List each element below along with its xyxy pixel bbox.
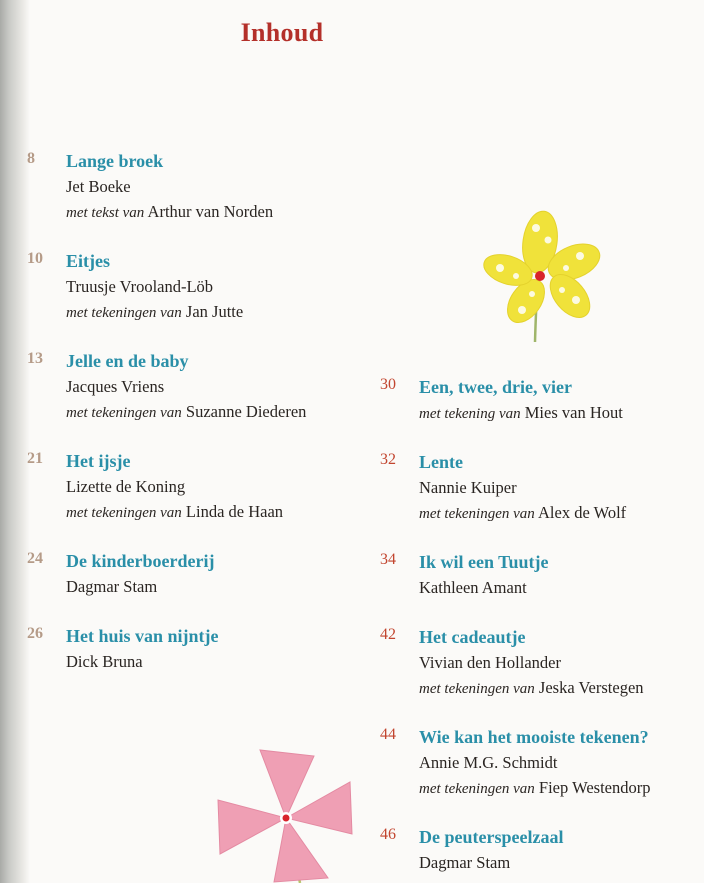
author: Annie M.G. Schmidt (419, 753, 558, 772)
toc-entry[interactable] (0, 149, 273, 226)
page-number: 8 (27, 150, 35, 167)
toc-entry[interactable] (0, 375, 623, 427)
credit-name: Mies van Hout (524, 403, 623, 422)
author: Dagmar Stam (419, 853, 511, 872)
credit-line (66, 199, 273, 226)
story-title: De peuterspeelzaal (419, 827, 564, 847)
story-title: Lente (419, 452, 463, 472)
credit-name: Linda de Haan (185, 502, 284, 521)
story-title: Lange broek (66, 151, 164, 171)
story-title: Een, twee, drie, vier (419, 377, 572, 397)
author: Dick Bruna (66, 652, 143, 671)
author: Jacques Vriens (66, 377, 165, 396)
author: Truusje Vrooland-Löb (66, 277, 214, 296)
credit-label: met tekeningen van (66, 505, 182, 521)
author: Vivian den Hollander (419, 653, 561, 672)
credit-line (419, 675, 644, 702)
credit-line (419, 775, 650, 802)
page-number: 34 (380, 551, 396, 568)
credit-label: met tekeningen van (66, 305, 182, 321)
credit-label: met tekening van (419, 406, 521, 422)
page-number: 46 (380, 826, 396, 843)
author: Dagmar Stam (66, 577, 158, 596)
credit-name: Alex de Wolf (538, 503, 627, 522)
page-number: 30 (380, 376, 396, 393)
credit-name: Suzanne Diederen (185, 402, 307, 421)
credit-line (419, 500, 626, 527)
page-number: 21 (27, 450, 43, 467)
author: Kathleen Amant (419, 578, 527, 597)
pink-flower-illustration (212, 742, 362, 883)
credit-line (419, 400, 623, 427)
story-title: Het ijsje (66, 451, 131, 471)
page-number: 42 (380, 626, 396, 643)
story-title: Jelle en de baby (66, 351, 189, 371)
page-number: 13 (27, 350, 43, 367)
author: Nannie Kuiper (419, 478, 517, 497)
author: Jet Boeke (66, 177, 131, 196)
story-title: Ik wil een Tuutje (419, 552, 549, 572)
story-title: Het huis van nijntje (66, 626, 219, 646)
credit-name: Fiep Westendorp (538, 778, 651, 797)
credit-label: met tekeningen van (419, 506, 535, 522)
credit-line (66, 299, 243, 326)
author: Lizette de Koning (66, 477, 186, 496)
page-title: Inhoud (240, 18, 324, 47)
toc-entry[interactable] (0, 450, 626, 527)
page-number: 24 (27, 550, 43, 567)
story-title: Wie kan het mooiste tekenen? (419, 727, 649, 747)
credit-label: met tekst van (66, 205, 145, 221)
credit-label: met tekeningen van (419, 781, 535, 797)
page-number: 32 (380, 451, 396, 468)
yellow-flower-illustration (478, 206, 608, 346)
story-title: Eitjes (66, 251, 110, 271)
credit-label: met tekeningen van (66, 405, 182, 421)
page-number: 44 (380, 726, 396, 743)
credit-name: Arthur van Norden (147, 202, 274, 221)
toc-entry[interactable] (0, 550, 549, 600)
credit-name: Jeska Verstegen (538, 678, 644, 697)
page-number: 10 (27, 250, 43, 267)
story-title: De kinderboerderij (66, 551, 215, 571)
toc-entry[interactable] (0, 625, 644, 702)
story-title: Het cadeautje (419, 627, 526, 647)
credit-name: Jan Jutte (185, 302, 244, 321)
toc-entry[interactable] (0, 249, 243, 326)
credit-label: met tekeningen van (419, 681, 535, 697)
page-number: 26 (27, 625, 43, 642)
